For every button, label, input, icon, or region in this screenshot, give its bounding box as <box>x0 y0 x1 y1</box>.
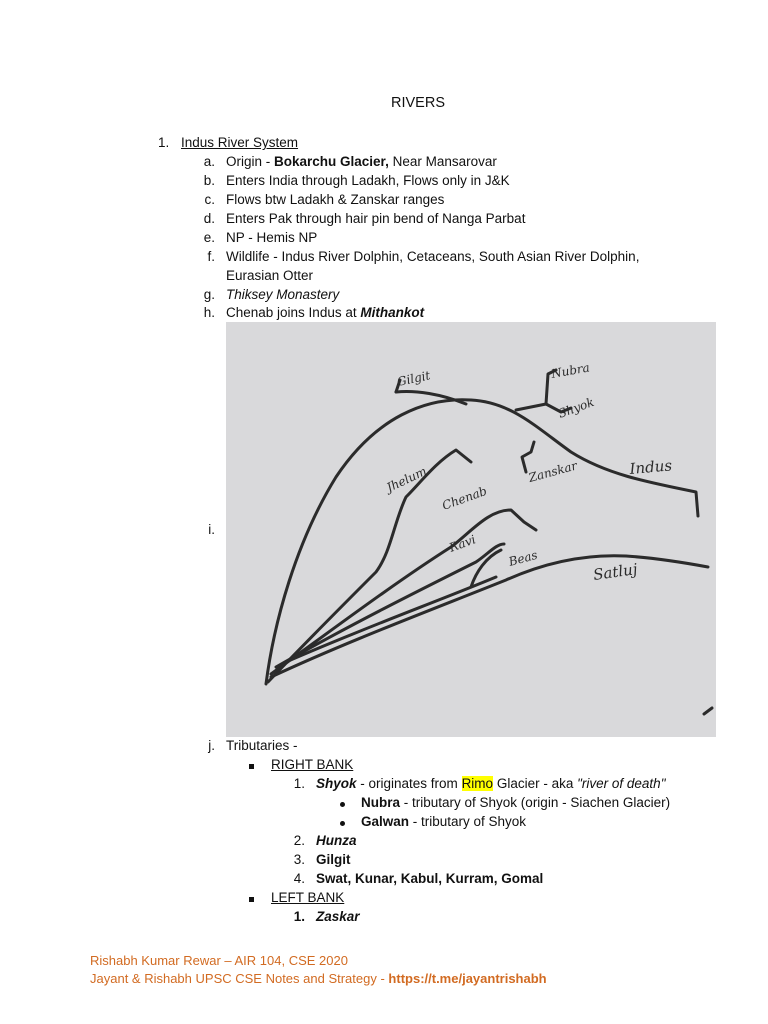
hunza-line: Hunza <box>316 833 357 848</box>
label-ravi: Ravi <box>447 532 478 555</box>
item-marker-j: j. <box>208 738 215 753</box>
galwan-line: Galwan - tributary of Shyok <box>361 814 527 829</box>
right-bank-heading: RIGHT BANK <box>271 757 354 772</box>
label-beas: Beas <box>507 547 540 569</box>
label-gilgit: Gilgit <box>395 368 432 389</box>
hunza-marker: 2. <box>293 833 305 848</box>
label-satluj: Satluj <box>592 559 639 584</box>
round-bullet-galwan <box>340 812 345 831</box>
nubra-line: Nubra - tributary of Shyok (origin - Siachen Glacier) <box>361 795 671 810</box>
item-marker-g: g. <box>203 287 215 302</box>
footer-author: Rishabh Kumar Rewar – AIR 104, CSE 2020 <box>90 953 348 968</box>
shyok-marker: 1. <box>293 776 305 791</box>
section-heading: Indus River System <box>181 135 299 150</box>
river-sketch-image <box>226 322 716 737</box>
item-marker-b: b. <box>203 173 215 188</box>
item-monastery: Thiksey Monastery <box>226 287 340 302</box>
round-bullet-nubra <box>340 793 345 812</box>
item-marker-c: c. <box>204 192 215 207</box>
gilgit-line: Gilgit <box>316 852 351 867</box>
item-marker-a: a. <box>203 154 215 169</box>
label-jhelum: Jhelum <box>384 464 429 495</box>
label-zanskar: Zanskar <box>527 458 579 485</box>
item-wildlife-line1: Wildlife - Indus River Dolphin, Cetaceans, South Asian River Dolphin, <box>226 249 640 264</box>
item-origin: Origin - Bokarchu Glacier, Near Mansarovar <box>226 154 497 169</box>
zaskar-marker: 1. <box>293 909 305 924</box>
item-marker-h: h. <box>203 305 215 320</box>
item-enters-pak: Enters Pak through hair pin bend of Nanga Parbat <box>226 211 526 226</box>
item-enters-india: Enters India through Ladakh, Flows only in J&K <box>226 173 510 188</box>
square-bullet-right <box>249 755 254 774</box>
others-line: Swat, Kunar, Kabul, Kurram, Gomal <box>316 871 544 886</box>
label-chenab: Chenab <box>440 483 489 513</box>
rimo-highlight: Rimo <box>461 776 494 791</box>
river-sketch-drawing <box>226 322 716 737</box>
footer-notes: Jayant & Rishabh UPSC CSE Notes and Strategy - https://t.me/jayantrishabh <box>90 971 547 986</box>
item-chenab: Chenab joins Indus at Mithankot <box>226 305 425 320</box>
telegram-link[interactable]: https://t.me/jayantrishabh <box>388 971 547 986</box>
item-marker-i: i. <box>208 522 215 537</box>
item-marker-e: e. <box>203 230 215 245</box>
item-wildlife-line2: Eurasian Otter <box>226 268 314 283</box>
shyok-line: Shyok - originates from Rimo Glacier - aka "river of death" <box>316 776 666 791</box>
page-title: RIVERS <box>391 95 445 111</box>
indus-main-line <box>266 400 698 684</box>
zaskar-line: Zaskar <box>316 909 360 924</box>
item-marker-d: d. <box>203 211 215 226</box>
others-marker: 4. <box>293 871 305 886</box>
label-shyok: Shyok <box>556 394 597 421</box>
square-bullet-left <box>249 888 254 907</box>
item-np: NP - Hemis NP <box>226 230 318 245</box>
item-tributaries: Tributaries - <box>226 738 298 753</box>
section-number: 1. <box>158 135 170 150</box>
left-bank-heading: LEFT BANK <box>271 890 345 905</box>
label-indus: Indus <box>628 456 673 478</box>
gilgit-marker: 3. <box>293 852 305 867</box>
item-marker-f: f. <box>207 249 215 264</box>
item-ranges: Flows btw Ladakh & Zanskar ranges <box>226 192 445 207</box>
label-nubra: Nubra <box>550 360 591 381</box>
